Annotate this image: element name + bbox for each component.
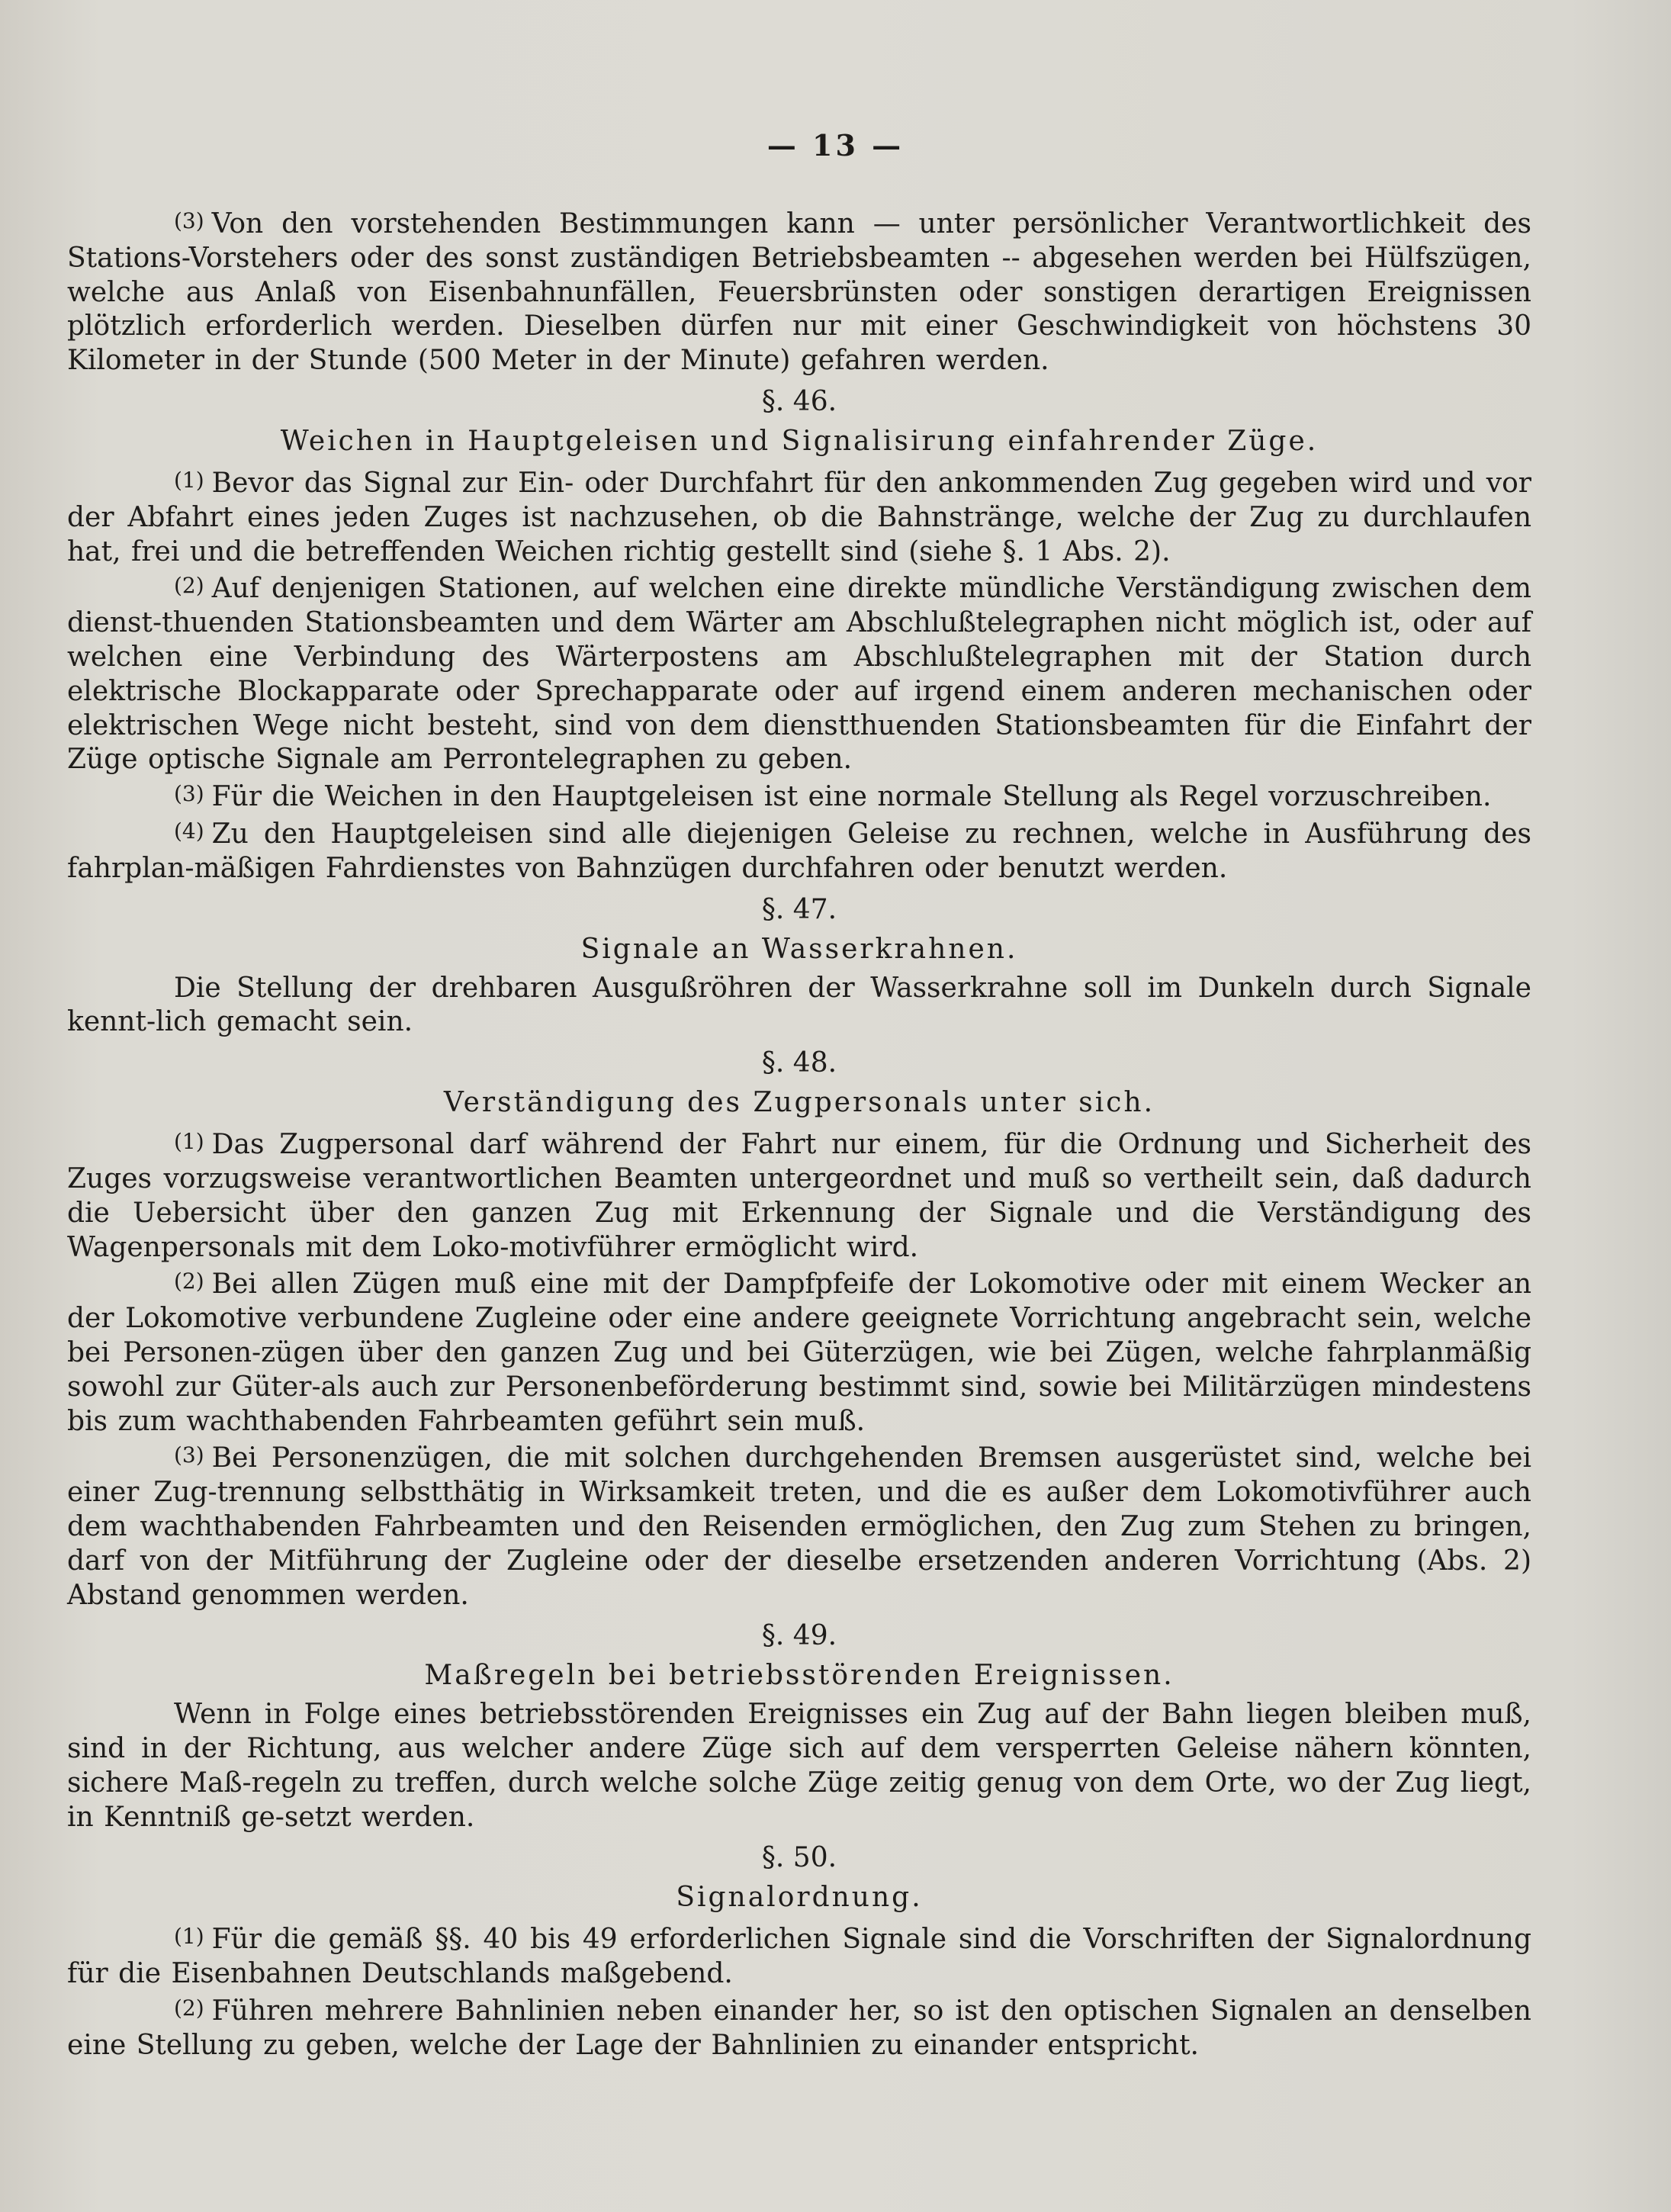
page-number: — 13 — (766, 128, 905, 162)
paragraph-number: (2) (174, 1268, 204, 1294)
paragraph-text: Das Zugpersonal darf während der Fahrt nur einem, für die Ordnung und Sicherheit des Zuges vorzugsweise verantwortlichen Beamten untergeordnet und muß so vertheilt sein, daß dadurch die Uebersicht über den ganzen Zug mit Erkennung der Signale und die Verständigung des Wagenpersonals mit dem Loko-motivführer ermöglicht wird. (67, 1129, 1531, 1263)
section-number: §. 49. (761, 1620, 837, 1652)
paragraph-text: Von den vorstehenden Bestimmungen kann — unter persönlicher Verantwortlichkeit des Stations-Vorstehers oder des sonst zuständigen Betriebsbeamten -- abgesehen werden bei Hülfszügen, welche aus Anlaß von Eisenbahnunfällen, Feuersbrünsten oder sonstigen derartigen Ereignissen plötzlich erforderlich werden. Dieselben dürfen nur mit einer Geschwindigkeit von höchstens 30 Kilometer in der Stunde (500 Meter in der Minute) gefahren werden. (67, 208, 1531, 377)
paragraph (67, 1125, 1531, 1265)
paragraph (67, 1920, 1531, 1992)
paragraph (67, 1439, 1531, 1612)
paragraph (67, 1265, 1531, 1439)
paragraph (67, 1698, 1531, 1834)
paragraph (67, 815, 1531, 886)
paragraph-text: Für die gemäß §§. 40 bis 49 erforderlichen Signale sind die Vorschriften der Signalordnung für die Eisenbahnen Deutschlands maßgebend. (67, 1924, 1531, 1990)
section-number: §. 50. (761, 1842, 837, 1874)
section-number: §. 46. (761, 385, 837, 417)
paragraph-text: Bevor das Signal zur Ein- oder Durchfahrt für den ankommenden Zug gegeben wird und vor der Abfahrt eines jeden Zuges ist nachzusehen, ob die Bahnstränge, welche der Zug zu durchlaufen hat, frei und die betreffenden Weichen richtig gestellt sind (siehe §. 1 Abs. 2). (67, 467, 1531, 567)
paragraph-text: Bei allen Zügen muß eine mit der Dampfpfeife der Lokomotive oder mit einem Wecker an der Lokomotive verbundene Zugleine oder eine andere geeignete Vorrichtung angebracht sein, welche bei Personen-zügen über den ganzen Zug und bei Güterzügen, wie bei Zügen, welche fahrplanmäßig sowohl zur Güter-als auch zur Personenbeförderung bestimmt sind, sowie bei Militärzügen mindestens bis zum wachthabenden Fahrbeamten geführt sein muß. (67, 1268, 1531, 1437)
paragraph-number: (4) (174, 818, 204, 844)
section-title: Signalordnung. (676, 1882, 923, 1914)
section-number: §. 47. (761, 893, 837, 925)
paragraph (67, 569, 1531, 777)
paragraph (67, 1992, 1531, 2063)
paragraph-text: Zu den Hauptgeleisen sind alle diejenigen Geleise zu rechnen, welche in Ausführung des fahrplan-mäßigen Fahrdienstes von Bahnzügen durchfahren oder benutzt werden. (67, 818, 1531, 884)
paragraph-number: (3) (174, 1442, 204, 1468)
section-title: Verständigung des Zugpersonals unter sich. (443, 1087, 1155, 1119)
paragraph-number: (2) (174, 573, 204, 599)
paragraph (67, 204, 1531, 378)
page-content (67, 204, 1531, 2063)
paragraph-text: Auf denjenigen Stationen, auf welchen eine direkte mündliche Verständigung zwischen dem dienst-thuenden Stationsbeamten und dem Wärter am Abschlußtelegraphen nicht möglich ist, oder auf welchen eine Verbindung des Wärterpostens am Abschlußtelegraphen mit der Station durch elektrische Blockapparate oder Sprechapparate oder auf irgend einem anderen mechanischen oder elektrischen Wege nicht besteht, sind von dem dienstthuenden Stationsbeamten für die Einfahrt der Züge optische Signale am Perrontelegraphen zu geben. (67, 573, 1531, 776)
paragraph (67, 777, 1531, 815)
paragraph-text: Wenn in Folge eines betriebsstörenden Ereignisses ein Zug auf der Bahn liegen bleiben muß, sind in der Richtung, aus welcher andere Züge sich auf dem versperrten Geleise nähern könnten, sichere Maß-regeln zu treffen, durch welche solche Züge zeitig genug von dem Orte, wo der Zug liegt, in Kenntniß ge-setzt werden. (67, 1699, 1531, 1833)
section-title: Maßregeln bei betriebsstörenden Ereignissen. (424, 1660, 1175, 1692)
paragraph (67, 464, 1531, 569)
section-title: Weichen in Hauptgeleisen und Signalisirung einfahrender Züge. (280, 425, 1319, 457)
paragraph-number: (1) (174, 1129, 204, 1155)
paragraph-number: (3) (174, 208, 204, 233)
paragraph (67, 972, 1531, 1040)
section-number: §. 48. (761, 1047, 837, 1079)
paragraph-number: (1) (174, 1924, 204, 1950)
paragraph-number: (3) (174, 781, 204, 807)
paragraph-text: Für die Weichen in den Hauptgeleisen ist eine normale Stellung als Regel vorzuschreiben. (211, 781, 1492, 813)
paragraph-text: Bei Personenzügen, die mit solchen durchgehenden Bremsen ausgerüstet sind, welche bei einer Zug-trennung selbstthätig in Wirksamkeit treten, und die es außer dem Lokomotivführer auch dem wachthabenden Fahrbeamten und den Reisenden ermöglichen, den Zug zum Stehen zu bringen, darf von der Mitführung der Zugleine oder der dieselbe ersetzenden anderen Vorrichtung (Abs. 2) Abstand genommen werden. (67, 1442, 1531, 1611)
paragraph-text: Die Stellung der drehbaren Ausgußröhren der Wasserkrahne soll im Dunkeln durch Signale kennt-lich gemacht sein. (67, 972, 1531, 1038)
section-title: Signale an Wasserkrahnen. (580, 933, 1018, 965)
paragraph-number: (1) (174, 467, 204, 493)
paragraph-number: (2) (174, 1995, 204, 2021)
paragraph-text: Führen mehrere Bahnlinien neben einander her, so ist den optischen Signalen an denselben eine Stellung zu geben, welche der Lage der Bahnlinien zu einander entspricht. (67, 1995, 1531, 2061)
